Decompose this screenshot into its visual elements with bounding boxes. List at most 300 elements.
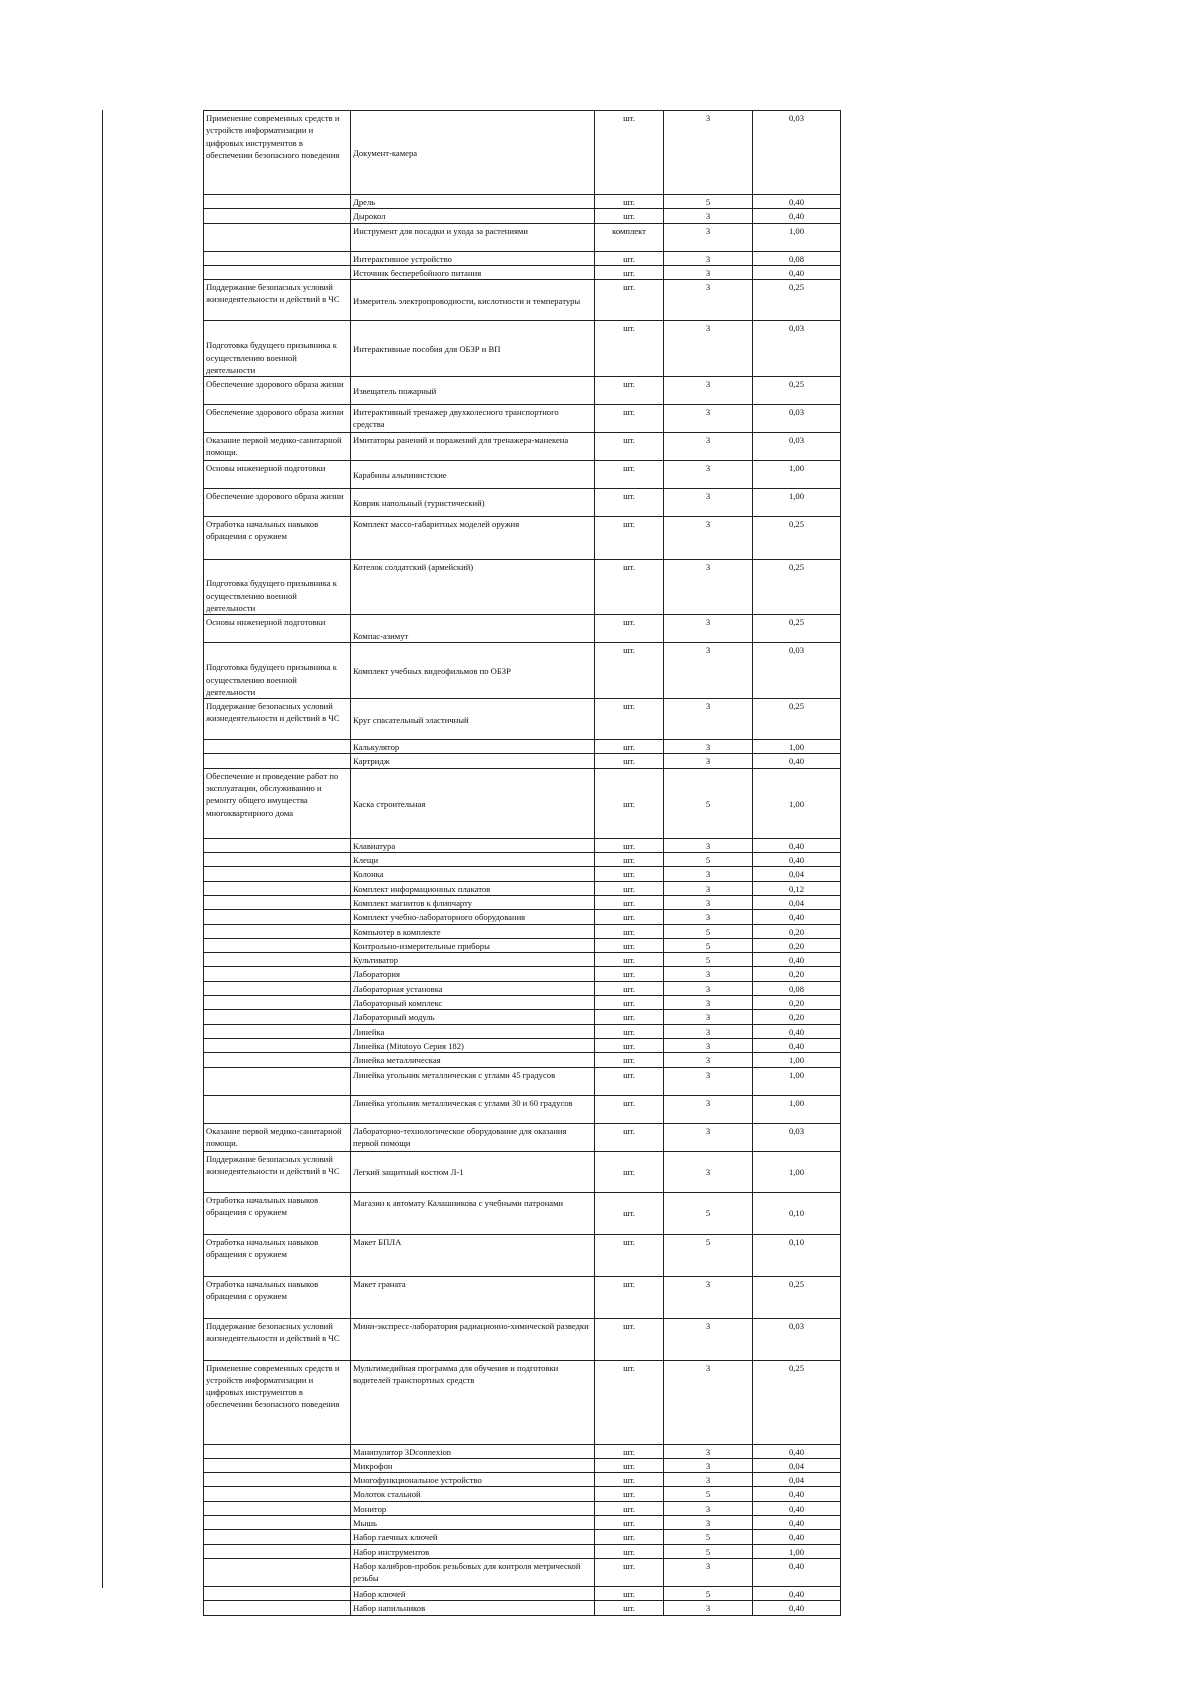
- unit-cell: шт.: [595, 489, 664, 517]
- activity-cell: [204, 1444, 351, 1458]
- equipment-name-cell: Мышь: [351, 1516, 595, 1530]
- table-row: [204, 280, 841, 321]
- activity-cell: Обеспечение здорового образа жизни: [204, 405, 351, 433]
- unit-cell: шт.: [595, 1024, 664, 1038]
- coefficient-cell: 1,00: [753, 1544, 841, 1558]
- table-row: [204, 938, 841, 952]
- equipment-name-cell: Интерактивный тренажер двухколесного транспортного средства: [351, 405, 595, 433]
- table-row: [204, 910, 841, 924]
- coefficient-cell: 0,40: [753, 1501, 841, 1515]
- equipment-name-cell: Интерактивное устройство: [351, 251, 595, 265]
- quantity-cell: 5: [664, 1586, 753, 1600]
- quantity-cell: 3: [664, 321, 753, 377]
- unit-cell: шт.: [595, 1586, 664, 1600]
- table-row: [204, 1360, 841, 1444]
- quantity-cell: 3: [664, 223, 753, 251]
- equipment-name-cell: Линейка металлическая: [351, 1053, 595, 1067]
- table-row: [204, 754, 841, 768]
- table-row: [204, 223, 841, 251]
- unit-cell: шт.: [595, 1444, 664, 1458]
- table-row: [204, 1095, 841, 1123]
- activity-cell: [204, 838, 351, 852]
- activity-cell: Поддержание безопасных условий жизнедеятельности и действий в ЧС: [204, 280, 351, 321]
- equipment-name-cell: Лабораторно-технологическое оборудование для оказания первой помощи: [351, 1123, 595, 1151]
- activity-cell: Оказание первой медико-санитарной помощи.: [204, 433, 351, 461]
- equipment-name-cell: Комплект учебных видеофильмов по ОБЗР: [351, 643, 595, 699]
- coefficient-cell: 0,20: [753, 967, 841, 981]
- activity-cell: Отработка начальных навыков обращения с оружием: [204, 1276, 351, 1318]
- unit-cell: шт.: [595, 924, 664, 938]
- coefficient-cell: 0,03: [753, 111, 841, 195]
- quantity-cell: 3: [664, 981, 753, 995]
- table-row: [204, 209, 841, 223]
- table-row: [204, 895, 841, 909]
- coefficient-cell: 0,40: [753, 1038, 841, 1052]
- table-row: [204, 1501, 841, 1515]
- coefficient-cell: 0,20: [753, 1010, 841, 1024]
- quantity-cell: 3: [664, 895, 753, 909]
- quantity-cell: 3: [664, 1558, 753, 1586]
- activity-cell: Обеспечение и проведение работ по эксплуатации, обслуживанию и ремонту общего имущества многоквартирного дома: [204, 768, 351, 838]
- unit-cell: шт.: [595, 1067, 664, 1095]
- unit-cell: шт.: [595, 1095, 664, 1123]
- table-row: [204, 1530, 841, 1544]
- equipment-name-cell: Набор инструментов: [351, 1544, 595, 1558]
- equipment-table: [203, 110, 841, 1616]
- coefficient-cell: 0,03: [753, 1123, 841, 1151]
- quantity-cell: 3: [664, 251, 753, 265]
- coefficient-cell: 0,40: [753, 195, 841, 209]
- table-row: [204, 1544, 841, 1558]
- table-row: [204, 838, 841, 852]
- quantity-cell: 3: [664, 838, 753, 852]
- quantity-cell: 3: [664, 517, 753, 560]
- equipment-name-cell: Линейка: [351, 1024, 595, 1038]
- table-row: [204, 1053, 841, 1067]
- activity-cell: [204, 1067, 351, 1095]
- table-row: [204, 615, 841, 643]
- coefficient-cell: 1,00: [753, 489, 841, 517]
- quantity-cell: 5: [664, 953, 753, 967]
- table-row: [204, 433, 841, 461]
- quantity-cell: 3: [664, 377, 753, 405]
- coefficient-cell: 0,40: [753, 910, 841, 924]
- unit-cell: шт.: [595, 1053, 664, 1067]
- quantity-cell: 3: [664, 111, 753, 195]
- equipment-name-cell: Линейка (Mitutoyo Серия 182): [351, 1038, 595, 1052]
- unit-cell: шт.: [595, 517, 664, 560]
- unit-cell: шт.: [595, 953, 664, 967]
- coefficient-cell: 1,00: [753, 461, 841, 489]
- table-row: [204, 1067, 841, 1095]
- coefficient-cell: 0,25: [753, 280, 841, 321]
- unit-cell: шт.: [595, 265, 664, 279]
- table-row: [204, 768, 841, 838]
- quantity-cell: 5: [664, 938, 753, 952]
- table-row: [204, 1558, 841, 1586]
- unit-cell: шт.: [595, 1192, 664, 1234]
- activity-cell: [204, 1530, 351, 1544]
- coefficient-cell: 0,40: [753, 209, 841, 223]
- quantity-cell: 5: [664, 195, 753, 209]
- coefficient-cell: 0,40: [753, 953, 841, 967]
- quantity-cell: 3: [664, 967, 753, 981]
- equipment-name-cell: Макет граната: [351, 1276, 595, 1318]
- coefficient-cell: 0,25: [753, 377, 841, 405]
- table-row: [204, 924, 841, 938]
- table-row: [204, 953, 841, 967]
- coefficient-cell: 0,25: [753, 1276, 841, 1318]
- table-row: [204, 1487, 841, 1501]
- table-row: [204, 1473, 841, 1487]
- equipment-name-cell: Клавиатура: [351, 838, 595, 852]
- coefficient-cell: 1,00: [753, 1053, 841, 1067]
- activity-cell: Обеспечение здорового образа жизни: [204, 377, 351, 405]
- quantity-cell: 3: [664, 1444, 753, 1458]
- equipment-name-cell: Каска строительная: [351, 768, 595, 838]
- quantity-cell: 3: [664, 1123, 753, 1151]
- equipment-name-cell: Мультимедийная программа для обучения и подготовки водителей транспортных средств: [351, 1360, 595, 1444]
- coefficient-cell: 1,00: [753, 1067, 841, 1095]
- equipment-name-cell: Набор напильников: [351, 1601, 595, 1615]
- coefficient-cell: 0,03: [753, 321, 841, 377]
- activity-cell: [204, 195, 351, 209]
- quantity-cell: 3: [664, 615, 753, 643]
- coefficient-cell: 1,00: [753, 740, 841, 754]
- table-row: [204, 1038, 841, 1052]
- coefficient-cell: 0,03: [753, 1318, 841, 1360]
- unit-cell: шт.: [595, 1501, 664, 1515]
- equipment-name-cell: Легкий защитный костюм Л-1: [351, 1151, 595, 1192]
- coefficient-cell: 0,40: [753, 1586, 841, 1600]
- equipment-name-cell: Комплект информационных плакатов: [351, 881, 595, 895]
- table-row: [204, 1192, 841, 1234]
- equipment-name-cell: Картридж: [351, 754, 595, 768]
- table-row: [204, 699, 841, 740]
- unit-cell: шт.: [595, 768, 664, 838]
- activity-cell: [204, 867, 351, 881]
- activity-cell: [204, 967, 351, 981]
- activity-cell: [204, 1010, 351, 1024]
- activity-cell: Отработка начальных навыков обращения с оружием: [204, 1192, 351, 1234]
- activity-cell: [204, 754, 351, 768]
- quantity-cell: 3: [664, 1010, 753, 1024]
- quantity-cell: 3: [664, 405, 753, 433]
- activity-cell: Основы инженерной подготовки: [204, 615, 351, 643]
- quantity-cell: 5: [664, 1192, 753, 1234]
- unit-cell: шт.: [595, 1318, 664, 1360]
- coefficient-cell: 0,12: [753, 881, 841, 895]
- equipment-name-cell: Лабораторный модуль: [351, 1010, 595, 1024]
- coefficient-cell: 0,03: [753, 643, 841, 699]
- equipment-name-cell: Набор калибров-пробок резьбовых для контроля метрической резьбы: [351, 1558, 595, 1586]
- unit-cell: шт.: [595, 1458, 664, 1472]
- equipment-name-cell: Многофункциональное устройство: [351, 1473, 595, 1487]
- activity-cell: [204, 1501, 351, 1515]
- quantity-cell: 5: [664, 1530, 753, 1544]
- equipment-name-cell: Интерактивные пособия для ОБЗР и ВП: [351, 321, 595, 377]
- activity-cell: Поддержание безопасных условий жизнедеятельности и действий в ЧС: [204, 699, 351, 740]
- unit-cell: шт.: [595, 996, 664, 1010]
- activity-cell: [204, 924, 351, 938]
- equipment-name-cell: Мини-экспресс-лаборатория радиационно-химической разведки: [351, 1318, 595, 1360]
- coefficient-cell: 0,25: [753, 699, 841, 740]
- unit-cell: шт.: [595, 405, 664, 433]
- activity-cell: [204, 1473, 351, 1487]
- unit-cell: шт.: [595, 377, 664, 405]
- activity-cell: [204, 209, 351, 223]
- unit-cell: шт.: [595, 1360, 664, 1444]
- quantity-cell: 3: [664, 1318, 753, 1360]
- unit-cell: шт.: [595, 1544, 664, 1558]
- equipment-name-cell: Колонка: [351, 867, 595, 881]
- table-row: [204, 405, 841, 433]
- activity-cell: [204, 853, 351, 867]
- coefficient-cell: 0,40: [753, 1516, 841, 1530]
- coefficient-cell: 0,40: [753, 1444, 841, 1458]
- quantity-cell: 3: [664, 699, 753, 740]
- quantity-cell: 3: [664, 1473, 753, 1487]
- equipment-name-cell: Манипулятор 3Dconnexion: [351, 1444, 595, 1458]
- table-row: [204, 1151, 841, 1192]
- coefficient-cell: 0,40: [753, 1024, 841, 1038]
- equipment-table-body: [204, 111, 841, 1616]
- coefficient-cell: 0,04: [753, 1473, 841, 1487]
- table-row: [204, 1516, 841, 1530]
- quantity-cell: 3: [664, 910, 753, 924]
- quantity-cell: 3: [664, 1151, 753, 1192]
- equipment-name-cell: Котелок солдатский (армейский): [351, 560, 595, 615]
- quantity-cell: 3: [664, 1516, 753, 1530]
- table-row: [204, 195, 841, 209]
- table-row: [204, 560, 841, 615]
- unit-cell: шт.: [595, 195, 664, 209]
- unit-cell: шт.: [595, 643, 664, 699]
- activity-cell: Обеспечение здорового образа жизни: [204, 489, 351, 517]
- coefficient-cell: 0,10: [753, 1234, 841, 1276]
- equipment-name-cell: Имитаторы ранений и поражений для тренажера-манекена: [351, 433, 595, 461]
- coefficient-cell: 0,04: [753, 1458, 841, 1472]
- equipment-name-cell: Компьютер в комплекте: [351, 924, 595, 938]
- equipment-name-cell: Культиватор: [351, 953, 595, 967]
- table-row: [204, 1010, 841, 1024]
- quantity-cell: 3: [664, 209, 753, 223]
- coefficient-cell: 0,08: [753, 251, 841, 265]
- coefficient-cell: 0,25: [753, 615, 841, 643]
- activity-cell: [204, 910, 351, 924]
- activity-cell: [204, 953, 351, 967]
- equipment-name-cell: Источник бесперебойного питания: [351, 265, 595, 279]
- quantity-cell: 3: [664, 1038, 753, 1052]
- unit-cell: комплект: [595, 223, 664, 251]
- unit-cell: шт.: [595, 111, 664, 195]
- table-row: [204, 1586, 841, 1600]
- activity-cell: [204, 1586, 351, 1600]
- table-row: [204, 265, 841, 279]
- coefficient-cell: 0,04: [753, 895, 841, 909]
- equipment-name-cell: Клещи: [351, 853, 595, 867]
- activity-cell: [204, 938, 351, 952]
- unit-cell: шт.: [595, 1151, 664, 1192]
- equipment-name-cell: Макет БПЛА: [351, 1234, 595, 1276]
- activity-cell: Отработка начальных навыков обращения с оружием: [204, 1234, 351, 1276]
- equipment-name-cell: Дрель: [351, 195, 595, 209]
- quantity-cell: 3: [664, 1067, 753, 1095]
- equipment-name-cell: Набор ключей: [351, 1586, 595, 1600]
- activity-cell: [204, 1544, 351, 1558]
- table-row: [204, 1276, 841, 1318]
- coefficient-cell: 0,03: [753, 405, 841, 433]
- activity-cell: [204, 881, 351, 895]
- page-margin-line: [102, 110, 103, 1588]
- activity-cell: [204, 251, 351, 265]
- table-row: [204, 1123, 841, 1151]
- unit-cell: шт.: [595, 1530, 664, 1544]
- coefficient-cell: 0,40: [753, 853, 841, 867]
- coefficient-cell: 0,20: [753, 996, 841, 1010]
- equipment-name-cell: Контрольно-измерительные приборы: [351, 938, 595, 952]
- activity-cell: Применение современных средств и устройств информатизации и цифровых инструментов в обеспечении безопасного поведения: [204, 111, 351, 195]
- quantity-cell: 3: [664, 1024, 753, 1038]
- activity-cell: Поддержание безопасных условий жизнедеятельности и действий в ЧС: [204, 1318, 351, 1360]
- equipment-name-cell: Карабины альпинистские: [351, 461, 595, 489]
- equipment-name-cell: Круг спасательный эластичный: [351, 699, 595, 740]
- quantity-cell: 3: [664, 881, 753, 895]
- equipment-name-cell: Извещатель пожарный: [351, 377, 595, 405]
- unit-cell: шт.: [595, 1487, 664, 1501]
- quantity-cell: 3: [664, 265, 753, 279]
- coefficient-cell: 0,20: [753, 924, 841, 938]
- quantity-cell: 3: [664, 280, 753, 321]
- quantity-cell: 3: [664, 461, 753, 489]
- table-row: [204, 1318, 841, 1360]
- quantity-cell: 3: [664, 1360, 753, 1444]
- quantity-cell: 3: [664, 740, 753, 754]
- quantity-cell: 3: [664, 996, 753, 1010]
- table-row: [204, 1234, 841, 1276]
- table-row: [204, 321, 841, 377]
- unit-cell: шт.: [595, 280, 664, 321]
- coefficient-cell: 0,40: [753, 754, 841, 768]
- activity-cell: [204, 223, 351, 251]
- activity-cell: [204, 740, 351, 754]
- quantity-cell: 5: [664, 768, 753, 838]
- quantity-cell: 3: [664, 1053, 753, 1067]
- unit-cell: шт.: [595, 209, 664, 223]
- table-row: [204, 643, 841, 699]
- coefficient-cell: 0,25: [753, 560, 841, 615]
- equipment-name-cell: Калькулятор: [351, 740, 595, 754]
- equipment-name-cell: Дырокол: [351, 209, 595, 223]
- activity-cell: [204, 996, 351, 1010]
- quantity-cell: 3: [664, 1501, 753, 1515]
- quantity-cell: 3: [664, 1601, 753, 1615]
- coefficient-cell: 0,40: [753, 265, 841, 279]
- equipment-name-cell: Комплект массо-габаритных моделей оружия: [351, 517, 595, 560]
- unit-cell: шт.: [595, 1123, 664, 1151]
- table-row: [204, 967, 841, 981]
- unit-cell: шт.: [595, 938, 664, 952]
- activity-cell: [204, 1516, 351, 1530]
- quantity-cell: 5: [664, 1487, 753, 1501]
- activity-cell: [204, 1458, 351, 1472]
- unit-cell: шт.: [595, 433, 664, 461]
- table-row: [204, 853, 841, 867]
- equipment-name-cell: Магазин к автомату Калашникова с учебными патронами: [351, 1192, 595, 1234]
- unit-cell: шт.: [595, 615, 664, 643]
- unit-cell: шт.: [595, 1473, 664, 1487]
- table-row: [204, 111, 841, 195]
- coefficient-cell: 0,10: [753, 1192, 841, 1234]
- activity-cell: [204, 265, 351, 279]
- table-row: [204, 489, 841, 517]
- activity-cell: Поддержание безопасных условий жизнедеятельности и действий в ЧС: [204, 1151, 351, 1192]
- activity-cell: [204, 981, 351, 995]
- table-row: [204, 377, 841, 405]
- coefficient-cell: 1,00: [753, 1095, 841, 1123]
- table-row: [204, 996, 841, 1010]
- coefficient-cell: 0,40: [753, 1601, 841, 1615]
- unit-cell: шт.: [595, 910, 664, 924]
- activity-cell: [204, 1038, 351, 1052]
- unit-cell: шт.: [595, 1516, 664, 1530]
- table-row: [204, 251, 841, 265]
- unit-cell: шт.: [595, 461, 664, 489]
- coefficient-cell: 1,00: [753, 768, 841, 838]
- activity-cell: [204, 1095, 351, 1123]
- activity-cell: Применение современных средств и устройств информатизации и цифровых инструментов в обеспечении безопасного поведения: [204, 1360, 351, 1444]
- coefficient-cell: 0,40: [753, 1530, 841, 1544]
- activity-cell: Подготовка будущего призывника к осуществлению военной деятельности: [204, 560, 351, 615]
- coefficient-cell: 1,00: [753, 223, 841, 251]
- equipment-name-cell: Коврик напольный (туристический): [351, 489, 595, 517]
- table-row: [204, 867, 841, 881]
- equipment-name-cell: Компас-азимут: [351, 615, 595, 643]
- unit-cell: шт.: [595, 967, 664, 981]
- table-row: [204, 1458, 841, 1472]
- quantity-cell: 3: [664, 643, 753, 699]
- table-row: [204, 881, 841, 895]
- unit-cell: шт.: [595, 981, 664, 995]
- coefficient-cell: 0,25: [753, 1360, 841, 1444]
- activity-cell: Оказание первой медико-санитарной помощи.: [204, 1123, 351, 1151]
- coefficient-cell: 0,04: [753, 867, 841, 881]
- quantity-cell: 5: [664, 1234, 753, 1276]
- equipment-name-cell: Лабораторный комплекс: [351, 996, 595, 1010]
- quantity-cell: 5: [664, 1544, 753, 1558]
- table-row: [204, 981, 841, 995]
- coefficient-cell: 0,08: [753, 981, 841, 995]
- quantity-cell: 3: [664, 433, 753, 461]
- unit-cell: шт.: [595, 560, 664, 615]
- table-row: [204, 1024, 841, 1038]
- table-row: [204, 1444, 841, 1458]
- quantity-cell: 3: [664, 754, 753, 768]
- coefficient-cell: 0,40: [753, 1487, 841, 1501]
- unit-cell: шт.: [595, 838, 664, 852]
- unit-cell: шт.: [595, 1558, 664, 1586]
- coefficient-cell: 1,00: [753, 1151, 841, 1192]
- unit-cell: шт.: [595, 699, 664, 740]
- activity-cell: [204, 1024, 351, 1038]
- unit-cell: шт.: [595, 1601, 664, 1615]
- unit-cell: шт.: [595, 1038, 664, 1052]
- equipment-name-cell: Лабораторная установка: [351, 981, 595, 995]
- coefficient-cell: 0,20: [753, 938, 841, 952]
- unit-cell: шт.: [595, 1234, 664, 1276]
- activity-cell: [204, 1053, 351, 1067]
- unit-cell: шт.: [595, 881, 664, 895]
